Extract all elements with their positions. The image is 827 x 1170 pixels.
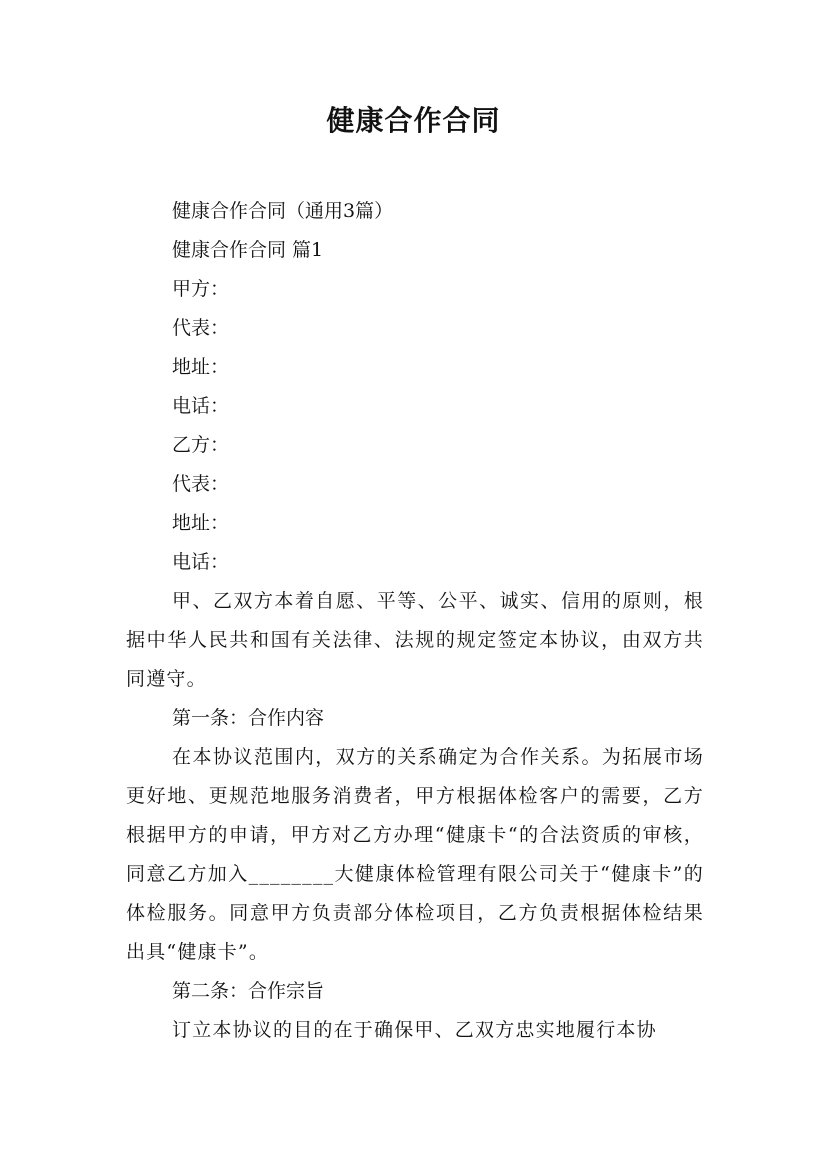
article-1-heading: 第一条：合作内容: [172, 707, 325, 729]
party-b-address-label: 地址：: [172, 512, 230, 534]
document-body: [126, 192, 704, 1050]
document-title: 健康合作合同: [326, 104, 501, 137]
party-b-phone-label: 电话：: [172, 551, 230, 573]
party-a-name-label: 甲方：: [172, 278, 230, 300]
party-a-address-label: 地址：: [172, 356, 230, 378]
party-a-phone-label: 电话：: [172, 395, 230, 417]
document-subtitle: 健康合作合同（通用3篇）: [172, 200, 394, 222]
party-b-name-label: 乙方：: [172, 434, 230, 456]
article-2-heading: 第二条：合作宗旨: [172, 980, 325, 1002]
party-a-rep-label: 代表：: [172, 317, 230, 339]
article-2-paragraph: 订立本协议的目的在于确保甲、乙双方忠实地履行本协: [172, 1019, 657, 1041]
section-heading: 健康合作合同 篇1: [172, 239, 324, 261]
article-1-paragraph: 在本协议范围内，双方的关系确定为合作关系。为拓展市场更好地、更规范地服务消费者，甲方根据体检客户的需要，乙方根据甲方的申请，甲方对乙方办理“健康卡“的合法资质的审核，同意乙方加入________大健康体检管理有限公司关于“健康卡”的体检服务。同意甲方负责部分体检项目，乙方负责根据体检结果出具“健康卡”。: [126, 746, 704, 963]
party-b-rep-label: 代表：: [172, 473, 230, 495]
preamble-paragraph: 甲、乙双方本着自愿、平等、公平、诚实、信用的原则，根据中华人民共和国有关法律、法规的规定签定本协议，由双方共同遵守。: [126, 590, 704, 690]
